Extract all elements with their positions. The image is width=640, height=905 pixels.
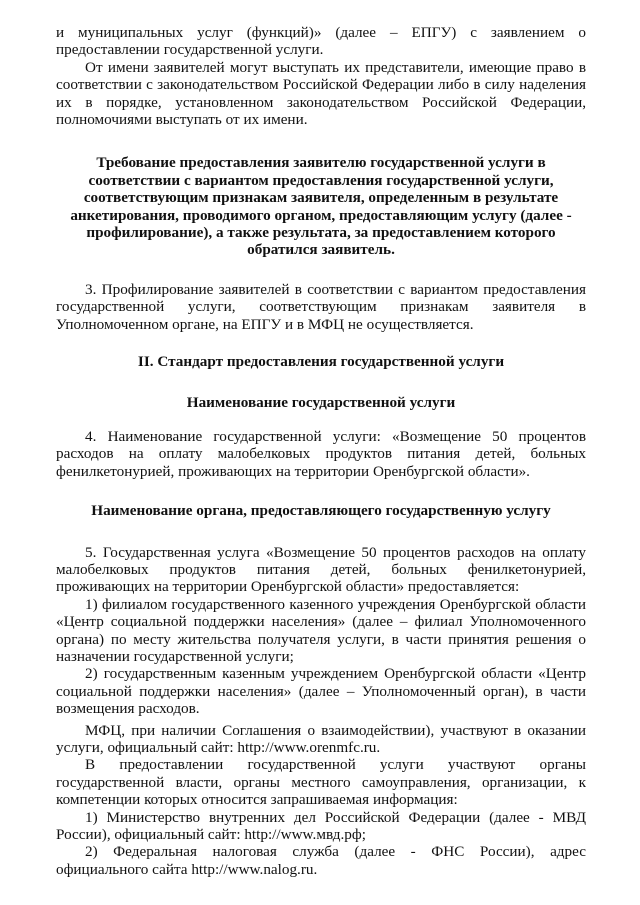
paragraph-5: 5. Государственная услуга «Возмещение 50 процентов расходов на оплату малобелковых продуктов питания детей, больных фенилкетонурией, проживающих на территории Оренбургской области» предоставляется: [56, 543, 586, 596]
heading-service-name: Наименование государственной услуги [186, 393, 456, 411]
paragraph-continuation: и муниципальных услуг (функций)» (далее – ЕПГУ) с заявлением о предоставлении государственной услуги. [56, 24, 586, 59]
paragraph-5-item-2: 2) государственным казенным учреждением Оренбургской области «Центр социальной поддержки населения» (далее – Уполномоченный орган), в части возмещения расходов. [56, 665, 586, 718]
heading-providing-organ: Наименование органа, предоставляющего государственную услугу [91, 502, 551, 520]
paragraph-representatives: От имени заявителей могут выступать их представители, имеющие право в соответствии с законодательством Российской Федерации либо в силу наделения их в порядке, установленном законодательством Российской Федерации, полномочиями выступать от их имени. [56, 58, 586, 129]
document-page [56, 24, 586, 878]
paragraph-participating-bodies: В предоставлении государственной услуги участвуют органы государственной власти, органы местного самоуправления, организации, к компетенции которых относится запрашиваемая информация: [56, 756, 586, 809]
list-item-fns: 2) Федеральная налоговая служба (далее - ФНС России), адрес официального сайта http://www.nalog.ru. [56, 843, 586, 878]
heading-section-2: II. Стандарт предоставления государственной услуги [137, 353, 505, 371]
paragraph-4: 4. Наименование государственной услуги: «Возмещение 50 процентов расходов на оплату малобелковых продуктов питания детей, больных фенилкетонурией, проживающих на территории Оренбургской области». [56, 427, 586, 480]
paragraph-mfc: МФЦ, при наличии Соглашения о взаимодействии), участвуют в оказании услуги, официальный сайт: http://www.orenmfc.ru. [56, 721, 586, 756]
paragraph-3: 3. Профилирование заявителей в соответствии с вариантом предоставления государственной услуги, соответствующим признакам заявителя в Уполномоченном органе, на ЕПГУ и в МФЦ не осуществляется. [56, 280, 586, 333]
heading-profiling: Требование предоставления заявителю государственной услуги в соответствии с вариантом предоставления государственной услуги, соответствующим признакам заявителя, определенным в результате анкетирования, проводимого органом, предоставляющим услугу (далее - профилирование), а также результата, за предоставлением которого обратился заявитель. [70, 154, 572, 259]
paragraph-5-item-1: 1) филиалом государственного казенного учреждения Оренбургской области «Центр социальной поддержки населения» (далее – филиал Уполномоченного органа) по месту жительства получателя услуги, в части принятия решения о назначении государственной услуги; [56, 595, 586, 665]
list-item-mvd: 1) Министерство внутренних дел Российской Федерации (далее - МВД России), официальный сайт: http://www.мвд.рф; [56, 808, 586, 844]
